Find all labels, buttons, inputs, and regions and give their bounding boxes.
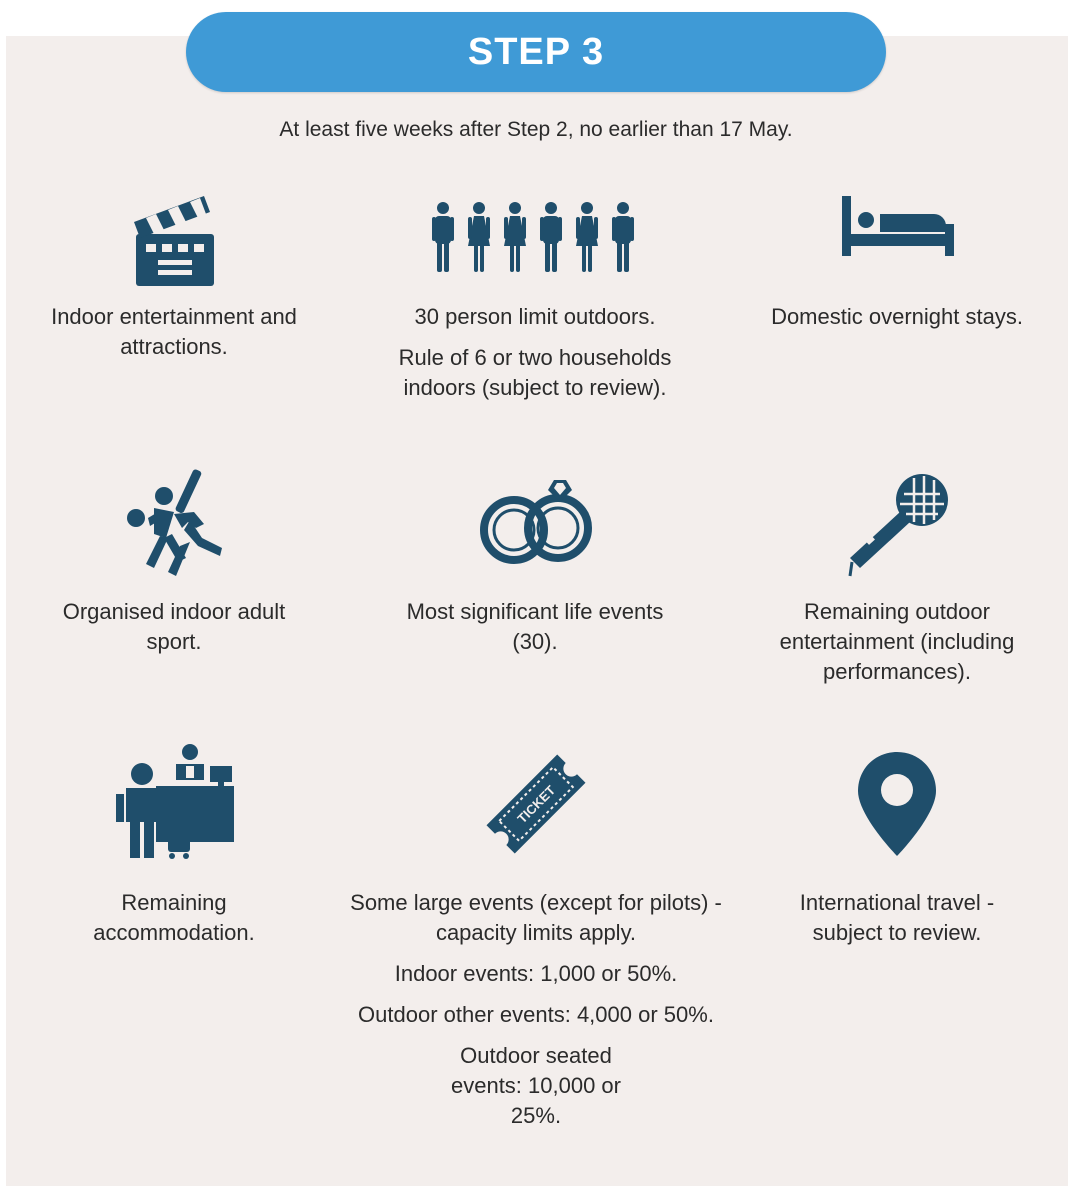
step-header: [186, 12, 886, 92]
item-line: Organised indoor adult sport.: [62, 599, 286, 654]
item-text-indoor-sport: [44, 597, 304, 657]
ticket-icon: [482, 752, 590, 856]
wedding-rings-icon: [476, 476, 596, 568]
item-line: Outdoor other events: 4,000 or 50%.: [358, 1002, 714, 1027]
step-subtitle: At least five weeks after Step 2, no earlier than 17 May.: [279, 118, 793, 141]
item-line: Most significant life events (30).: [406, 599, 664, 654]
microphone-icon: [846, 472, 952, 578]
clapperboard-icon: [132, 192, 218, 288]
item-text-accommodation: [44, 888, 304, 948]
item-line: International travel - subject to review.: [799, 890, 995, 945]
item-text-indoor-entertainment: [44, 302, 304, 362]
item-text-person-limits: [360, 302, 710, 403]
location-pin-icon: [856, 750, 938, 858]
reception-desk-icon: [112, 744, 238, 860]
item-text-international-travel: [767, 888, 1027, 948]
item-line: Indoor events: 1,000 or 50%.: [394, 961, 678, 986]
item-line: Some large events (except for pilots) - capacity limits apply.: [350, 890, 722, 945]
step-title: STEP 3: [467, 30, 605, 73]
item-line: Remaining outdoor entertainment (including performances).: [779, 599, 1015, 684]
sport-players-icon: [124, 468, 228, 580]
item-text-overnight-stays: [767, 302, 1027, 332]
ticket-label: TICKET: [514, 782, 559, 827]
item-line: Domestic overnight stays.: [771, 304, 1023, 329]
item-text-large-events: [318, 888, 754, 1131]
item-line: 30 person limit outdoors.: [414, 304, 656, 329]
item-line: Outdoor seated events: 10,000 or 25%.: [450, 1043, 621, 1128]
item-line: Indoor entertainment and attractions.: [51, 304, 297, 359]
bed-icon: [840, 194, 956, 258]
item-line: Remaining accommodation.: [93, 890, 255, 945]
item-line: Rule of 6 or two households indoors (subject to review).: [398, 345, 672, 400]
item-text-outdoor-entertainment: [747, 597, 1047, 687]
item-text-life-events: [405, 597, 665, 657]
people-group-icon: [430, 202, 640, 274]
